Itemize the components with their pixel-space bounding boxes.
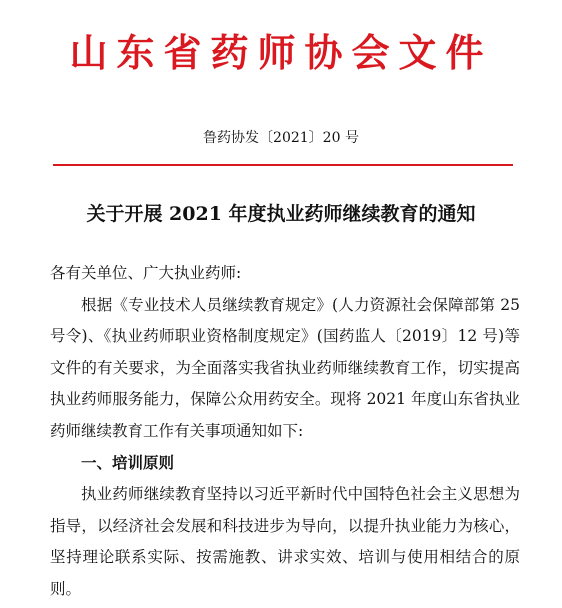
intro-paragraph: 根据《专业技术人员继续教育规定》(人力资源社会保障部第 25 号令)、《执业药师职业资格制度规定》(国药监人〔2019〕12 号)等文件的有关要求，为全面落实我省执业药师继续教育工作，切实提高执业药师服务能力，保障公众用药安全。现将 2021 年度山东省执业药师继续教育工作有关事项通知如下: — [50, 295, 520, 440]
organization-header: 山东省药师协会文件 — [69, 30, 493, 75]
salutation: 各有关单位、广大执业药师: — [50, 264, 242, 282]
red-divider-line — [53, 164, 513, 166]
document-number: 鲁药协发〔2021〕20 号 — [203, 130, 359, 146]
section-paragraph-training-principles: 执业药师继续教育坚持以习近平新时代中国特色社会主义思想为指导，以经济社会发展和科技进步为导向，以提升执业能力为核心，坚持理论联系实际、按需施教、讲求实效、培训与使用相结合的原则。 — [50, 485, 520, 598]
notice-body — [50, 258, 520, 606]
section-heading-training-principles: 一、培训原则 — [81, 453, 175, 472]
notice-title: 关于开展 2021 年度执业药师继续教育的通知 — [86, 203, 476, 225]
